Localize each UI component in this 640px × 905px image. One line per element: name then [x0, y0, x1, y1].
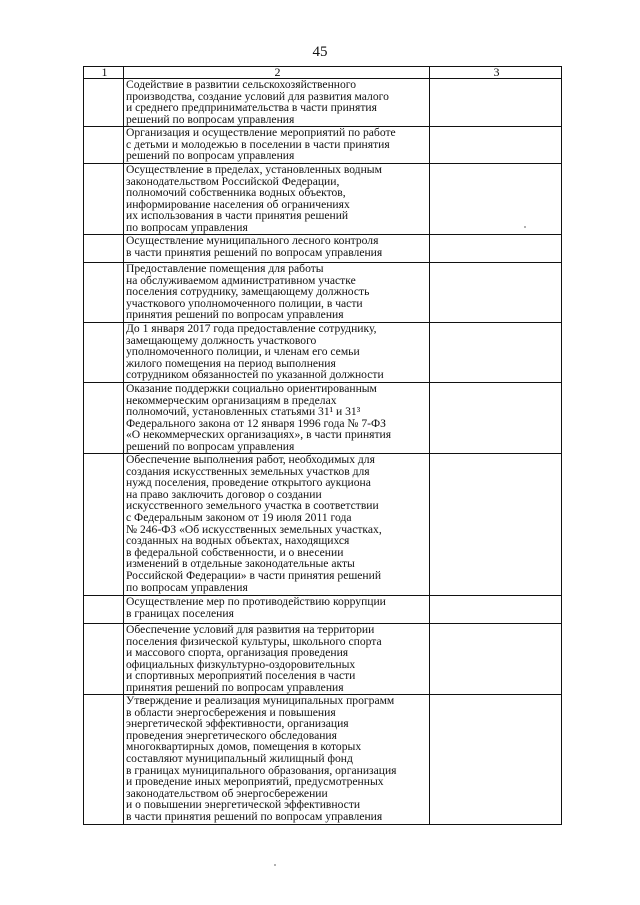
- notes-cell: [430, 624, 562, 695]
- row-number-cell: [84, 127, 124, 164]
- notes-cell: [430, 127, 562, 164]
- table-row: [84, 79, 562, 127]
- table-row: [84, 164, 562, 235]
- power-description: До 1 января 2017 года предоставление сотруднику, замещающему должность участкового уполномоченного полиции, и членам его семьи жилого помещения на период выполнения сотрудником обязанностей по указанной должности: [124, 323, 430, 383]
- row-number-cell: [84, 454, 124, 596]
- notes-cell: [430, 695, 562, 825]
- power-description: Обеспечение выполнения работ, необходимых для создания искусственных земельных участков для нужд поселения, проведение открытого аукциона на право заключить договор о создании искусственного земельного участка в соответствии с Федеральным законом от 19 июля 2011 года № 246-ФЗ «Об искусственных земельных участках, созданных на водных объектах, находящихся в федеральной собственности, и о внесении изменений в отдельные законодательные акты Российской Федерации» в части принятия решений по вопросам управления: [124, 454, 430, 596]
- power-description: Осуществление в пределах, установленных водным законодательством Российской Федерации, полномочий собственника водных объектов, информирование населения об ограничениях их использования в части принятия решений по вопросам управления: [124, 164, 430, 235]
- table-row: [84, 596, 562, 624]
- header-col-1: 1: [84, 67, 124, 79]
- table-row: [84, 263, 562, 323]
- table-row: [84, 383, 562, 454]
- row-number-cell: [84, 323, 124, 383]
- power-description: Оказание поддержки социально ориентированным некоммерческим организациям в пределах полномочий, установленных статьями 31¹ и 31³ Федерального закона от 12 января 1996 года № 7-ФЗ «О некоммерческих организациях», в части принятия решений по вопросам управления: [124, 383, 430, 454]
- row-number-cell: [84, 695, 124, 825]
- notes-cell: [430, 79, 562, 127]
- header-col-3: 3: [430, 67, 562, 79]
- notes-cell: [430, 383, 562, 454]
- table-header-row: [84, 67, 562, 79]
- scan-speck: [274, 864, 276, 866]
- scan-speck: [524, 226, 526, 228]
- table-row: [84, 624, 562, 695]
- power-description: Содействие в развитии сельскохозяйственного производства, создание условий для развития малого и среднего предпринимательства в части принятия решений по вопросам управления: [124, 79, 430, 127]
- notes-cell: [430, 323, 562, 383]
- notes-cell: [430, 235, 562, 263]
- row-number-cell: [84, 235, 124, 263]
- power-description: Осуществление мер по противодействию коррупции в границах поселения: [124, 596, 430, 624]
- table-row: [84, 323, 562, 383]
- powers-table: [83, 66, 562, 825]
- power-description: Обеспечение условий для развития на территории поселения физической культуры, школьного спорта и массового спорта, организация проведения официальных физкультурно-оздоровительных и спортивных мероприятий поселения в части принятия решений по вопросам управления: [124, 624, 430, 695]
- row-number-cell: [84, 596, 124, 624]
- row-number-cell: [84, 383, 124, 454]
- table-row: [84, 127, 562, 164]
- power-description: Предоставление помещения для работы на обслуживаемом административном участке поселения сотруднику, замещающему должность участкового уполномоченного полиции, в части принятия решений по вопросам управления: [124, 263, 430, 323]
- table-row: [84, 235, 562, 263]
- row-number-cell: [84, 164, 124, 235]
- page-number: 45: [312, 44, 328, 60]
- header-col-2: 2: [124, 67, 430, 79]
- row-number-cell: [84, 79, 124, 127]
- notes-cell: [430, 454, 562, 596]
- row-number-cell: [84, 624, 124, 695]
- notes-cell: [430, 263, 562, 323]
- notes-cell: [430, 596, 562, 624]
- row-number-cell: [84, 263, 124, 323]
- table-row: [84, 454, 562, 596]
- notes-cell: [430, 164, 562, 235]
- power-description: Организация и осуществление мероприятий по работе с детьми и молодежью в поселении в части принятия решений по вопросам управления: [124, 127, 430, 164]
- power-description: Осуществление муниципального лесного контроля в части принятия решений по вопросам управления: [124, 235, 430, 263]
- power-description: Утверждение и реализация муниципальных программ в области энергосбережения и повышения энергетической эффективности, организация проведения энергетического обследования многоквартирных домов, помещения в которых составляют муниципальный жилищный фонд в границах муниципального образования, организация и проведение иных мероприятий, предусмотренных законодательством об энергосбережении и о повышении энергетической эффективности в части принятия решений по вопросам управления: [124, 695, 430, 825]
- table-row: [84, 695, 562, 825]
